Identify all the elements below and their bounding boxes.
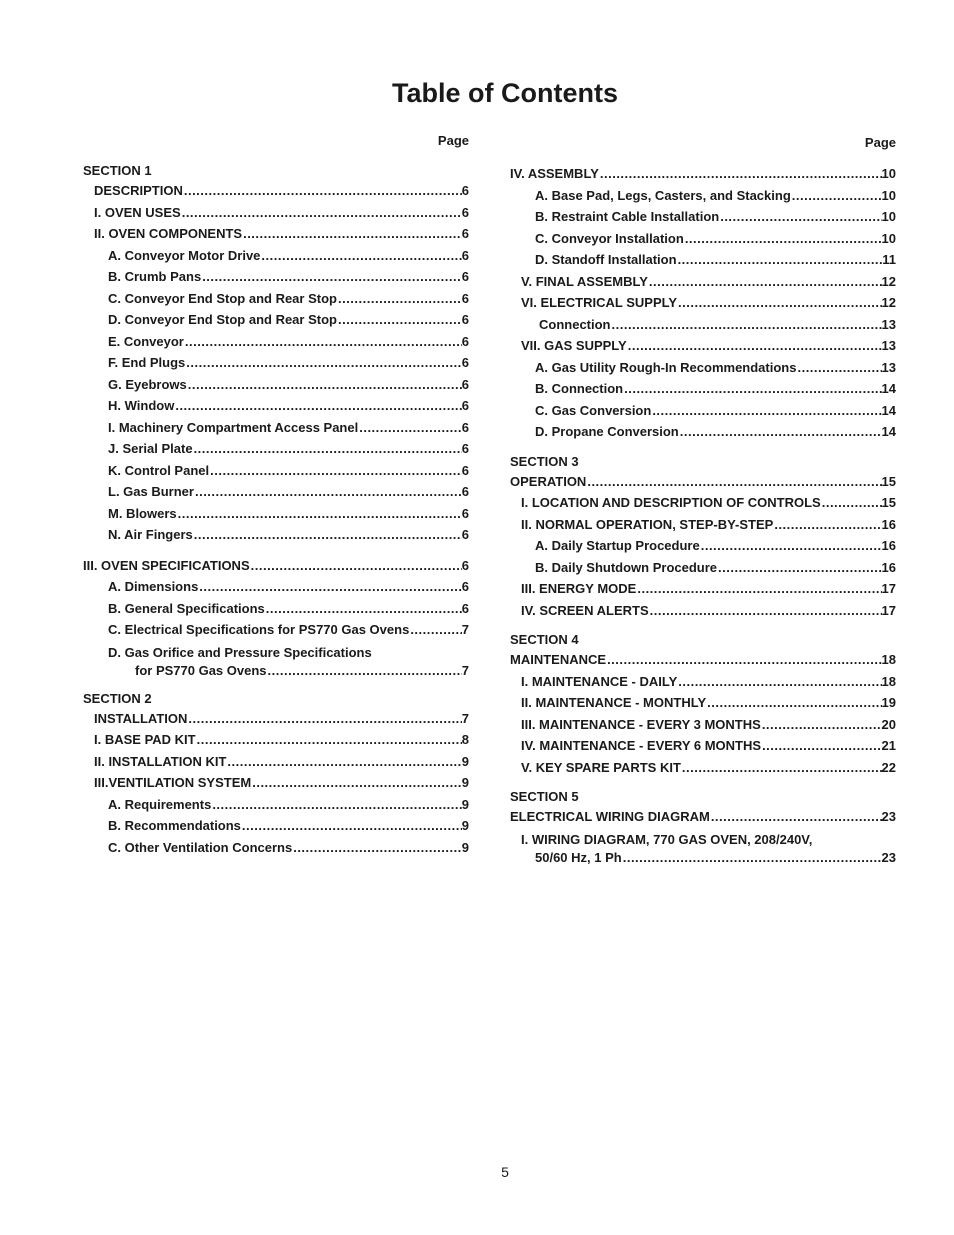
toc-entry[interactable]: B. Restraint Cable Installation ..... 10	[510, 206, 896, 228]
toc-entry[interactable]: INSTALLATION ..... 7	[83, 708, 469, 730]
toc-entry[interactable]: OPERATION ..... 15	[510, 471, 896, 493]
toc-entry[interactable]: IV. SCREEN ALERTS ..... 17	[510, 600, 896, 622]
toc-entry[interactable]: J. Serial Plate ..... 6	[83, 438, 469, 460]
toc-entry[interactable]: V. FINAL ASSEMBLY ..... 12	[510, 271, 896, 293]
toc-entry-first-line: I. WIRING DIAGRAM, 770 GAS OVEN, 208/240V,	[521, 831, 813, 847]
page-column-header: Page	[864, 135, 896, 150]
toc-entry[interactable]: C. Gas Conversion ..... 14	[510, 400, 896, 422]
toc-entry[interactable]: II. MAINTENANCE - MONTHLY ..... 19	[510, 692, 896, 714]
section-1-label: SECTION 1	[83, 163, 152, 178]
toc-entry[interactable]: C. Conveyor End Stop and Rear Stop ..... 6	[83, 288, 469, 310]
toc-entry[interactable]: K. Control Panel ..... 6	[83, 460, 469, 482]
toc-entry[interactable]: Connection ..... 13	[510, 314, 896, 336]
toc-entry[interactable]: C. Electrical Specifications for PS770 Gas Ovens ..... 7	[83, 619, 469, 641]
section-3-label: SECTION 3	[510, 453, 579, 469]
toc-entry[interactable]: B. Crumb Pans ..... 6	[83, 266, 469, 288]
toc-entry[interactable]: M. Blowers ..... 6	[83, 503, 469, 525]
toc-entry[interactable]: C. Other Ventilation Concerns ..... 9	[83, 837, 469, 859]
toc-entry[interactable]: A. Requirements ..... 9	[83, 794, 469, 816]
toc-entry[interactable]: D. Standoff Installation ..... 11	[510, 249, 896, 271]
toc-entry[interactable]: L. Gas Burner ..... 6	[83, 481, 469, 503]
toc-entry[interactable]: III.VENTILATION SYSTEM ..... 9	[83, 772, 469, 794]
toc-entry[interactable]: A. Base Pad, Legs, Casters, and Stacking ..... 10	[510, 185, 896, 207]
page-column-header: Page	[437, 133, 469, 148]
toc-entry[interactable]: D. Propane Conversion ..... 14	[510, 421, 896, 443]
toc-entry-first-line: D. Gas Orifice and Pressure Specifications	[108, 644, 372, 660]
toc-entry[interactable]: F. End Plugs ..... 6	[83, 352, 469, 374]
toc-entry[interactable]: III. OVEN SPECIFICATIONS ..... 6	[83, 555, 469, 577]
toc-entry[interactable]: B. Daily Shutdown Procedure ..... 16	[510, 557, 896, 579]
toc-entry[interactable]: V. KEY SPARE PARTS KIT ..... 22	[510, 757, 896, 779]
toc-entry[interactable]: for PS770 Gas Ovens ..... 7	[83, 661, 469, 680]
toc-entry[interactable]: B. Recommendations ..... 9	[83, 815, 469, 837]
page-number: 5	[501, 1164, 509, 1180]
toc-entry[interactable]: N. Air Fingers ..... 6	[83, 524, 469, 546]
toc-entry[interactable]: VI. ELECTRICAL SUPPLY ..... 12	[510, 292, 896, 314]
toc-entry[interactable]: I. MAINTENANCE - DAILY ..... 18	[510, 671, 896, 693]
toc-entry[interactable]: H. Window ..... 6	[83, 395, 469, 417]
toc-entry[interactable]: A. Gas Utility Rough-In Recommendations ..... 13	[510, 357, 896, 379]
toc-right-column	[510, 134, 896, 867]
toc-entry[interactable]: A. Daily Startup Procedure ..... 16	[510, 535, 896, 557]
toc-entry[interactable]: II. NORMAL OPERATION, STEP-BY-STEP ..... 16	[510, 514, 896, 536]
toc-entry[interactable]: B. Connection ..... 14	[510, 378, 896, 400]
toc-entry[interactable]: III. MAINTENANCE - EVERY 3 MONTHS ..... 20	[510, 714, 896, 736]
section-2-label: SECTION 2	[83, 690, 152, 706]
toc-entry[interactable]: A. Dimensions ..... 6	[83, 576, 469, 598]
section-5-label: SECTION 5	[510, 789, 579, 804]
toc-entry[interactable]: II. OVEN COMPONENTS ..... 6	[83, 223, 469, 245]
toc-entry[interactable]: DESCRIPTION ..... 6	[83, 180, 469, 202]
toc-entry[interactable]: VII. GAS SUPPLY ..... 13	[510, 335, 896, 357]
toc-entry[interactable]: I. Machinery Compartment Access Panel ..... 6	[83, 417, 469, 439]
toc-entry[interactable]: B. General Specifications ..... 6	[83, 598, 469, 620]
toc-left-column	[83, 132, 469, 858]
toc-entry[interactable]: ELECTRICAL WIRING DIAGRAM ..... 23	[510, 806, 896, 828]
toc-entry[interactable]: I. LOCATION AND DESCRIPTION OF CONTROLS ..... 15	[510, 492, 896, 514]
toc-entry[interactable]: A. Conveyor Motor Drive ..... 6	[83, 245, 469, 267]
section-4-label: SECTION 4	[510, 632, 579, 647]
toc-entry[interactable]: I. OVEN USES ..... 6	[83, 202, 469, 224]
toc-entry[interactable]: IV. ASSEMBLY ..... 10	[510, 163, 896, 185]
page-title: Table of Contents	[392, 78, 618, 108]
toc-entry[interactable]: III. ENERGY MODE ..... 17	[510, 578, 896, 600]
toc-entry[interactable]: D. Conveyor End Stop and Rear Stop ..... 6	[83, 309, 469, 331]
toc-entry[interactable]: E. Conveyor ..... 6	[83, 331, 469, 353]
toc-entry[interactable]: IV. MAINTENANCE - EVERY 6 MONTHS ..... 21	[510, 735, 896, 757]
toc-entry[interactable]: C. Conveyor Installation ..... 10	[510, 228, 896, 250]
toc-entry[interactable]: 50/60 Hz, 1 Ph ..... 23	[510, 848, 896, 867]
toc-entry[interactable]: I. BASE PAD KIT ..... 8	[83, 729, 469, 751]
toc-entry[interactable]: MAINTENANCE ..... 18	[510, 649, 896, 671]
toc-entry[interactable]: II. INSTALLATION KIT ..... 9	[83, 751, 469, 773]
toc-entry[interactable]: G. Eyebrows ..... 6	[83, 374, 469, 396]
